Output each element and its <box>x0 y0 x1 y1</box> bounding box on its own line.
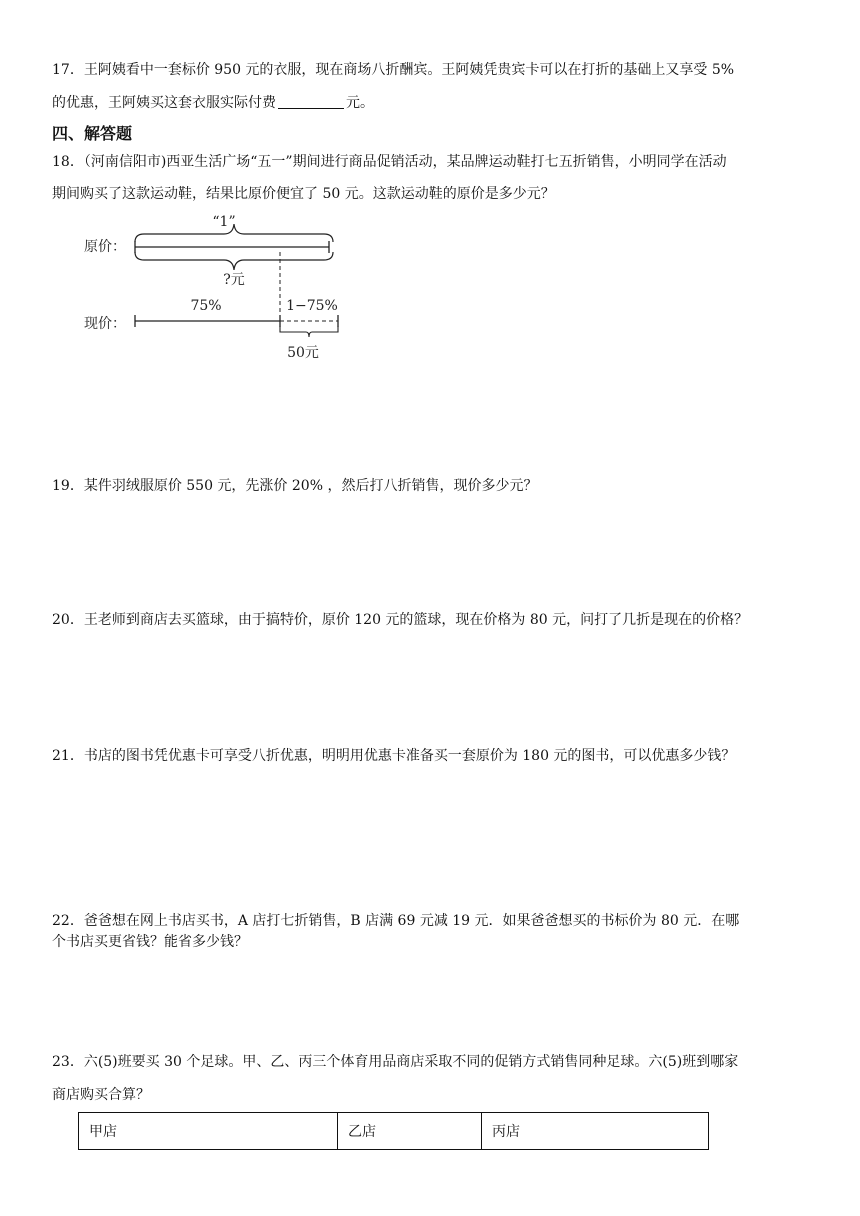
discount-percent-label: 1−75% <box>286 298 338 314</box>
q17-line2 <box>52 93 374 113</box>
original-price-label: 原价： <box>84 239 126 255</box>
q18-line1: 18．（河南信阳市)西亚生活广场“五一”期间进行商品促销活动，某品牌运动鞋打七五折销售，小明同学在活动 <box>52 154 727 170</box>
q18-line2: 期间购买了这款运动鞋，结果比原价便宜了 50 元。这款运动鞋的原价是多少元？ <box>52 186 555 202</box>
top-brace-label: “1” <box>212 214 236 230</box>
discount-brace <box>280 326 338 337</box>
store-jia-cell: 甲店 <box>79 1113 338 1150</box>
original-price-unknown: ?元 <box>223 272 245 288</box>
store-bing-cell: 丙店 <box>482 1113 709 1150</box>
q22-line1: 22．爸爸想在网上书店买书，A 店打七折销售，B 店满 69 元减 19 元．如果爸爸想买的书标价为 80 元．在哪 <box>52 913 740 929</box>
q20-text: 20．王老师到商店去买篮球，由于搞特价，原价 120 元的篮球，现在价格为 80 元，问打了几折是现在的价格？ <box>52 612 749 628</box>
q23-line2: 商店购买合算？ <box>52 1087 150 1103</box>
q17-answer-blank[interactable] <box>278 94 344 109</box>
bottom-brace <box>135 252 333 270</box>
line-segment-diagram <box>84 212 354 364</box>
q17-text: 的优惠，王阿姨买这套衣服实际付费 <box>52 95 276 111</box>
q17-unit: 元。 <box>346 95 374 111</box>
q22-line2: 个书店买更省钱？能省多少钱？ <box>52 934 248 950</box>
stores-table <box>78 1112 709 1150</box>
q23-line1: 23．六(5)班要买 30 个足球。甲、乙、丙三个体育用品商店采取不同的促销方式销售同种足球。六(5)班到哪家 <box>52 1054 739 1070</box>
section-heading: 四、解答题 <box>52 124 133 143</box>
store-yi-cell: 乙店 <box>338 1113 482 1150</box>
table-row <box>79 1113 709 1150</box>
q19-text: 19．某件羽绒服原价 550 元，先涨价 20% ，然后打八折销售，现价多少元？ <box>52 478 538 494</box>
q21-text: 21．书店的图书凭优惠卡可享受八折优惠，明明用优惠卡准备买一套原价为 180 元的图书，可以优惠多少钱？ <box>52 748 736 764</box>
current-price-label: 现价： <box>84 316 126 332</box>
discount-amount-label: 50元 <box>287 345 319 361</box>
q17-line1: 17．王阿姨看中一套标价 950 元的衣服，现在商场八折酬宾。王阿姨凭贵宾卡可以在打折的基础上又享受 5% <box>52 62 735 78</box>
current-percent-label: 75% <box>190 298 222 314</box>
